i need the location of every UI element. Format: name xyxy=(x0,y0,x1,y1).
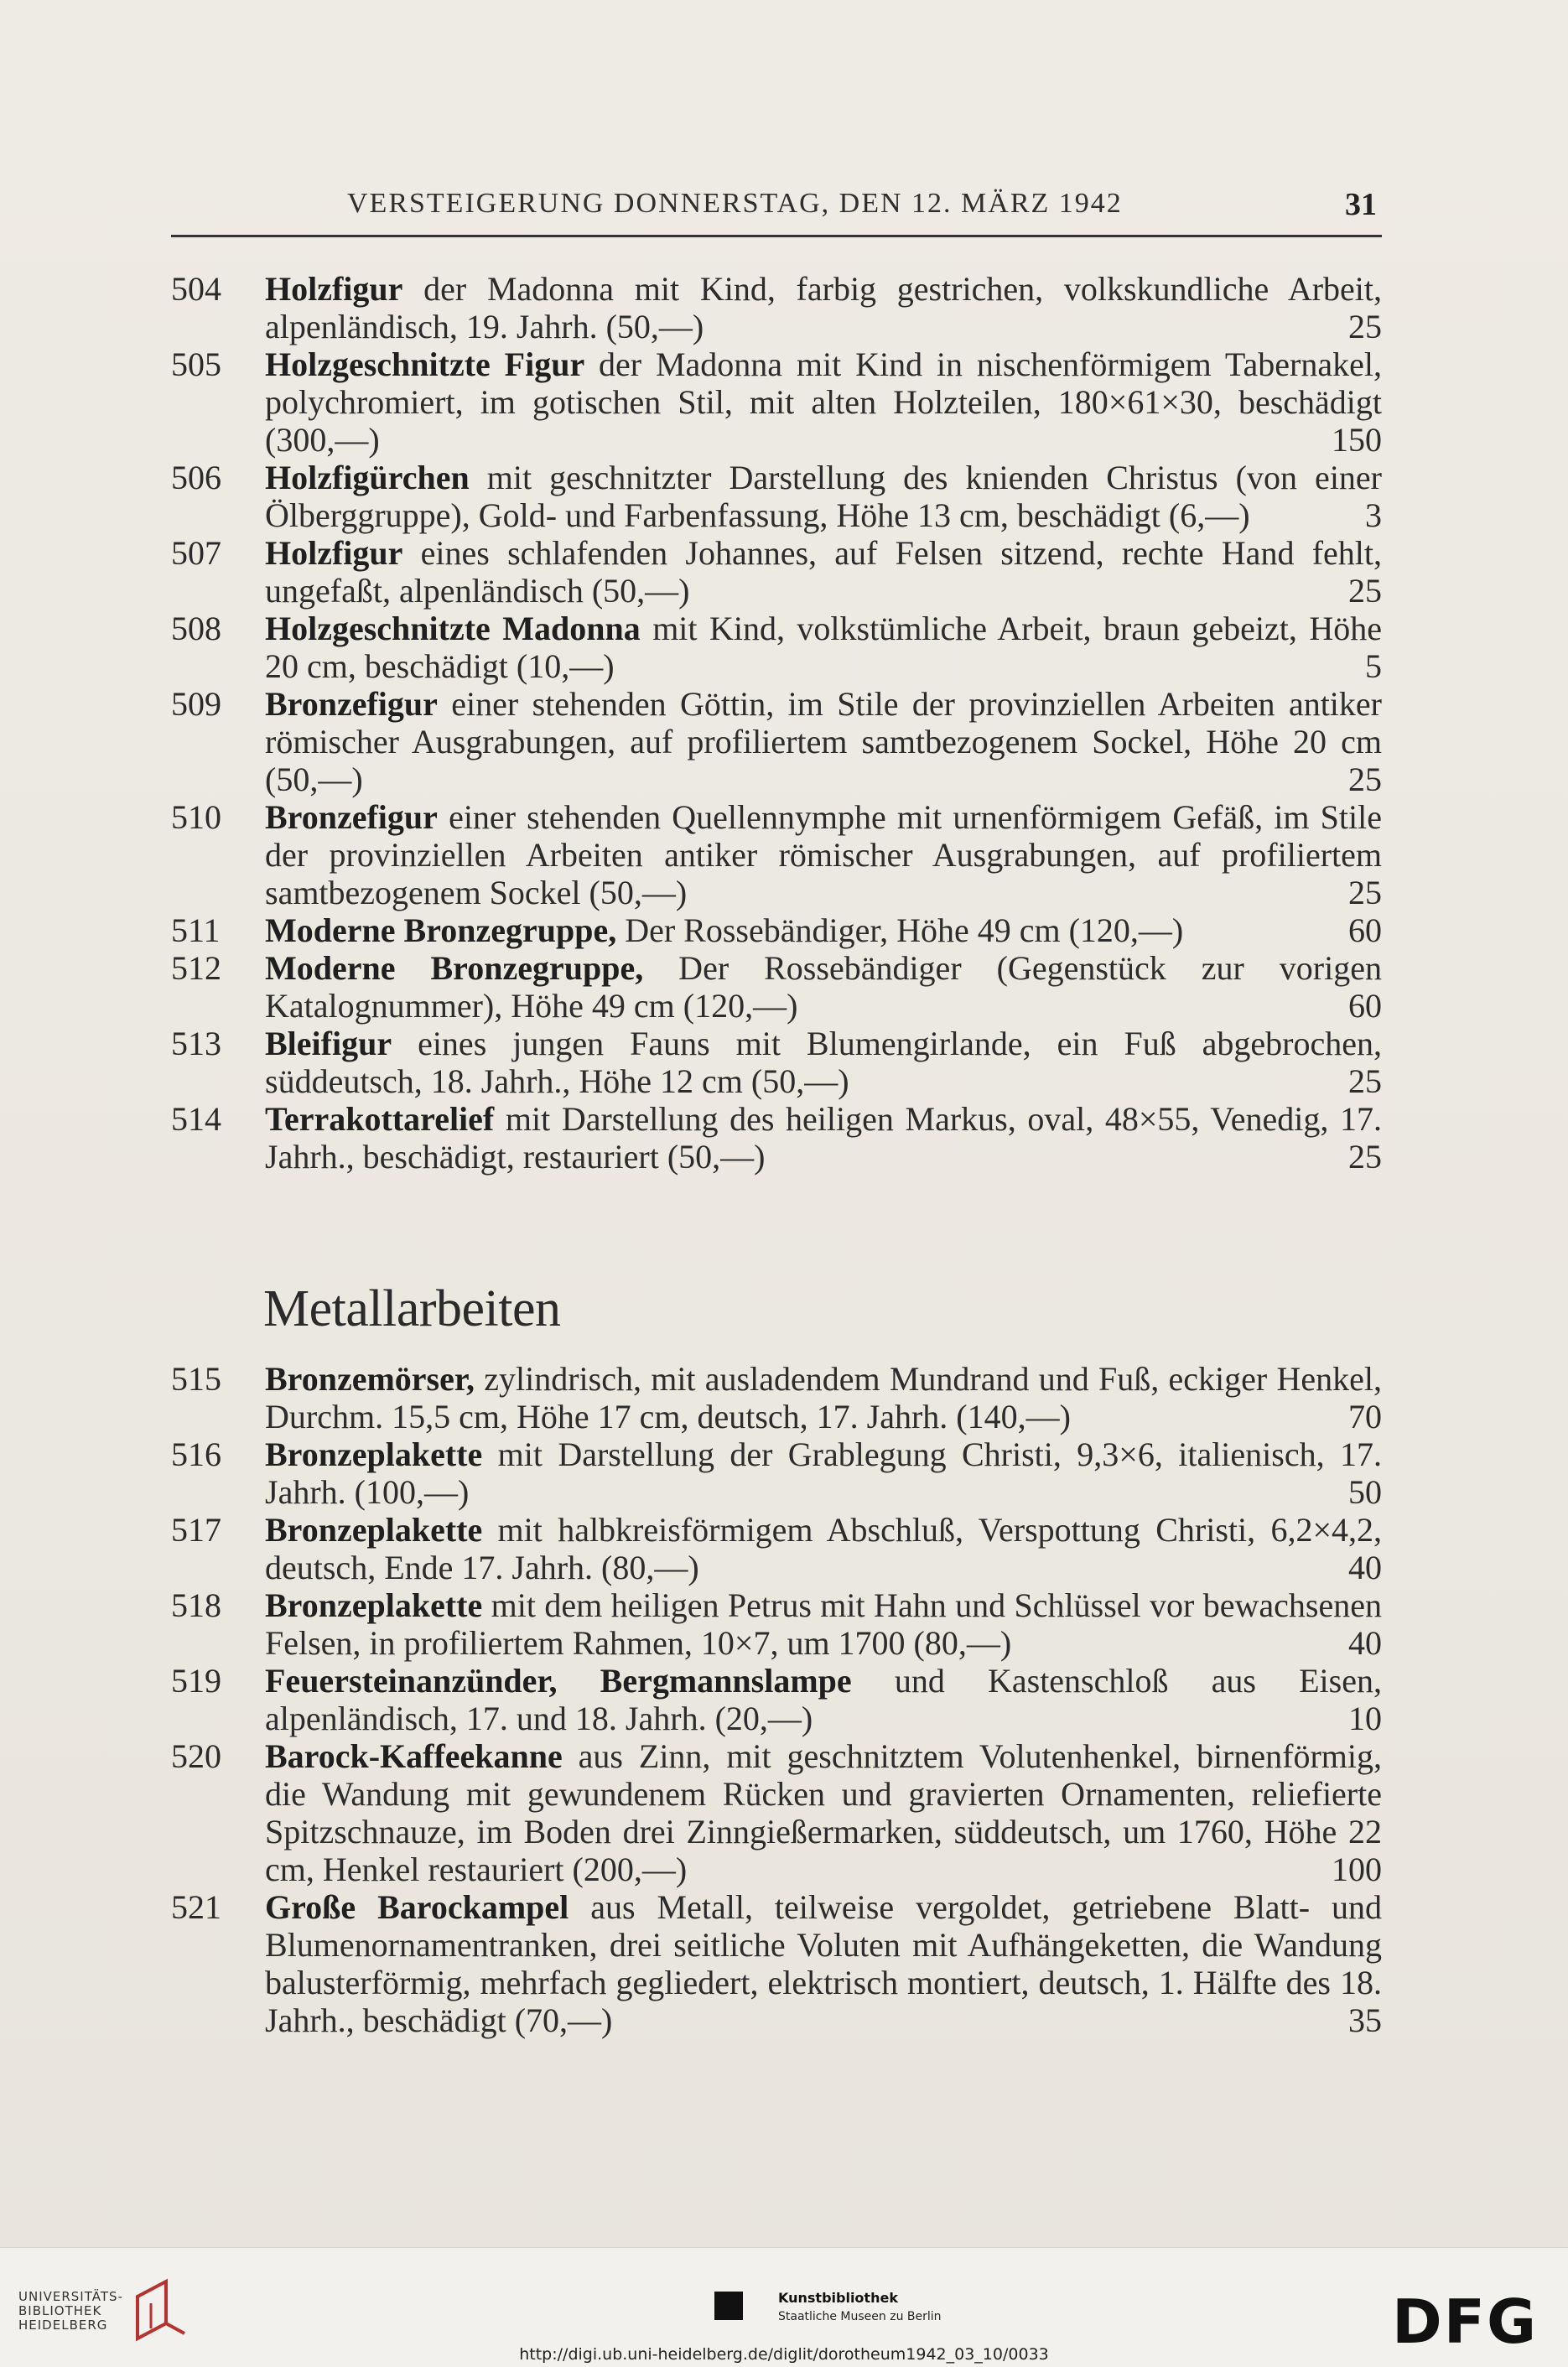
ub-mark-icon xyxy=(132,2278,190,2345)
ub-logo-line: UNIVERSITÄTS- xyxy=(18,2289,123,2304)
lot-description xyxy=(265,798,1382,911)
lot-title: Holzgeschnitzte Madonna xyxy=(265,610,641,647)
dfg-logo[interactable]: DFG xyxy=(1392,2287,1539,2357)
lot-number: 514 xyxy=(171,1100,221,1138)
lot-description xyxy=(265,1435,1382,1511)
lot-number: 509 xyxy=(171,685,221,723)
lot-details: mit halbkreisförmigem Abschluß, Verspottung Christi, 6,2×4,2, deutsch, Ende 17. Jahrh. (80,—) xyxy=(265,1511,1382,1586)
lot-number: 513 xyxy=(171,1025,221,1062)
lot-number: 517 xyxy=(171,1511,221,1549)
lot-description xyxy=(265,1586,1382,1662)
kunstbibliothek-square-icon xyxy=(714,2292,743,2320)
catalog-entry xyxy=(171,1025,1382,1100)
lot-estimate: 70 xyxy=(1348,1398,1382,1435)
permalink-url[interactable]: http://digi.ub.uni-heidelberg.de/diglit/dorotheum1942_03_10/0033 xyxy=(519,2345,1049,2364)
lot-details: Der Rossebändiger, Höhe 49 cm (120,—) xyxy=(616,911,1184,949)
lot-title: Barock-Kaffeekanne xyxy=(265,1737,563,1775)
lot-estimate: 60 xyxy=(1348,911,1382,949)
lot-number: 505 xyxy=(171,345,221,383)
lot-details: einer stehenden Göttin, im Stile der provinziellen Arbeiten antiker römischer Ausgrabungen, auf profiliertem samtbezogenem Sockel, Höhe 20 cm (50,—) xyxy=(265,685,1382,798)
lot-description xyxy=(265,949,1382,1025)
lot-details: und Kastenschloß aus Eisen, alpenländisch, 17. und 18. Jahrh. (20,—) xyxy=(265,1662,1382,1737)
lot-title: Holzgeschnitzte Figur xyxy=(265,345,585,383)
lot-details: eines jungen Fauns mit Blumengirlande, ein Fuß abgebrochen, süddeutsch, 18. Jahrh., Höhe 12 cm (50,—) xyxy=(265,1025,1382,1100)
catalog-entry xyxy=(171,1435,1382,1511)
kunstbibliothek-name: Kunstbibliothek xyxy=(778,2290,898,2306)
lot-title: Bronzefigur xyxy=(265,798,438,836)
lot-details: aus Zinn, mit geschnitztem Volutenhenkel, birnenförmig, die Wandung mit gewundenem Rücken und gravierten Ornamenten, reliefierte Spitzschnauze, im Boden drei Zinngießermarken, süddeutsch, um 1760, Höhe 22 cm, Henkel restauriert (200,—) xyxy=(265,1737,1382,1888)
lot-number: 510 xyxy=(171,798,221,836)
lot-estimate: 25 xyxy=(1348,760,1382,798)
lot-title: Bleifigur xyxy=(265,1025,392,1062)
lot-estimate: 25 xyxy=(1348,572,1382,610)
lot-details: einer stehenden Quellennymphe mit urnenförmigem Gefäß, im Stile der provinziellen Arbeiten antiker römischer Ausgrabungen, auf profiliertem samtbezogenem Sockel (50,—) xyxy=(265,798,1382,911)
catalog-entry xyxy=(171,1511,1382,1586)
lot-estimate: 40 xyxy=(1348,1624,1382,1662)
ub-logo-line: HEIDELBERG xyxy=(18,2318,108,2333)
lot-estimate: 100 xyxy=(1332,1851,1382,1888)
lot-estimate: 50 xyxy=(1348,1473,1382,1511)
lot-details: mit Darstellung der Grablegung Christi, 9,3×6, italienisch, 17. Jahrh. (100,—) xyxy=(265,1435,1382,1511)
catalog-entry xyxy=(171,534,1382,610)
lot-description xyxy=(265,1511,1382,1586)
lot-description xyxy=(265,1888,1382,2039)
lot-details: der Madonna mit Kind, farbig gestrichen, volkskundliche Arbeit, alpenländisch, 19. Jahrh. (50,—) xyxy=(265,270,1382,345)
lot-description xyxy=(265,610,1382,685)
catalog-entry xyxy=(171,1662,1382,1737)
lot-estimate: 3 xyxy=(1365,496,1382,534)
lot-number: 504 xyxy=(171,270,221,308)
page-number: 31 xyxy=(1345,187,1377,222)
lot-number: 506 xyxy=(171,459,221,496)
lot-description xyxy=(265,1360,1382,1435)
ub-heidelberg-logo[interactable] xyxy=(18,2290,123,2333)
lot-title: Feuersteinanzünder, Bergmannslampe xyxy=(265,1662,852,1700)
section-heading: Metallarbeiten xyxy=(263,1280,561,1337)
catalog-entry xyxy=(171,1888,1382,2039)
lot-description xyxy=(265,270,1382,345)
lot-estimate: 40 xyxy=(1348,1549,1382,1586)
lot-number: 511 xyxy=(171,911,221,949)
lot-estimate: 25 xyxy=(1348,1062,1382,1100)
catalog-entry xyxy=(171,270,1382,345)
lot-estimate: 60 xyxy=(1348,987,1382,1025)
running-header xyxy=(171,183,1382,237)
lot-number: 515 xyxy=(171,1360,221,1398)
lot-number: 519 xyxy=(171,1662,221,1700)
lot-details: mit dem heiligen Petrus mit Hahn und Schlüssel vor bewachsenen Felsen, in profiliertem Rahmen, 10×7, um 1700 (80,—) xyxy=(265,1586,1382,1662)
lot-estimate: 150 xyxy=(1332,421,1382,459)
lot-number: 521 xyxy=(171,1888,221,1926)
lot-estimate: 25 xyxy=(1348,308,1382,345)
lot-details: aus Metall, teilweise vergoldet, getriebene Blatt- und Blumenornamentranken, drei seitliche Voluten mit Aufhängeketten, die Wandung balusterförmig, mehrfach gegliedert, elektrisch montiert, deutsch, 1. Hälfte des 18. Jahrh., beschädigt (70,—) xyxy=(265,1888,1382,2039)
lot-details: mit geschnitzter Darstellung des knienden Christus (von einer Ölberggruppe), Gold- und Farbenfassung, Höhe 13 cm, beschädigt (6,—) xyxy=(265,459,1382,534)
lot-description xyxy=(265,345,1382,459)
lot-title: Bronzeplakette xyxy=(265,1586,483,1624)
lot-title: Holzfigur xyxy=(265,534,403,572)
lot-details: mit Darstellung des heiligen Markus, oval, 48×55, Venedig, 17. Jahrh., beschädigt, restauriert (50,—) xyxy=(265,1100,1382,1176)
header-title: VERSTEIGERUNG DONNERSTAG, DEN 12. MÄRZ 1942 xyxy=(347,188,1123,219)
lot-description xyxy=(265,1662,1382,1737)
lot-details: mit Kind, volkstümliche Arbeit, braun gebeizt, Höhe 20 cm, beschädigt (10,—) xyxy=(265,610,1382,685)
lot-estimate: 25 xyxy=(1348,874,1382,911)
lot-number: 508 xyxy=(171,610,221,647)
lot-title: Bronzefigur xyxy=(265,685,438,723)
lot-estimate: 10 xyxy=(1348,1700,1382,1737)
catalog-entry xyxy=(171,911,1382,949)
catalog-entry xyxy=(171,345,1382,459)
kunstbibliothek-subtitle: Staatliche Museen zu Berlin xyxy=(778,2310,942,2323)
ub-logo-line: BIBLIOTHEK xyxy=(18,2303,102,2318)
lot-description xyxy=(265,685,1382,798)
catalog-entry xyxy=(171,798,1382,911)
footer-bar xyxy=(0,2247,1568,2367)
lot-description xyxy=(265,911,1382,949)
lot-title: Moderne Bronzegruppe, xyxy=(265,911,617,949)
lot-title: Große Barockampel xyxy=(265,1888,569,1926)
catalog-entries-metal xyxy=(171,1360,1382,2039)
lot-title: Holzfigur xyxy=(265,270,403,308)
catalog-entry xyxy=(171,610,1382,685)
lot-description xyxy=(265,534,1382,610)
lot-details: eines schlafenden Johannes, auf Felsen sitzend, rechte Hand fehlt, ungefaßt, alpenländisch (50,—) xyxy=(265,534,1382,610)
lot-number: 512 xyxy=(171,949,221,987)
lot-description xyxy=(265,1737,1382,1888)
lot-number: 520 xyxy=(171,1737,221,1775)
catalog-entry xyxy=(171,685,1382,798)
lot-title: Bronzemörser, xyxy=(265,1360,475,1398)
catalog-entry xyxy=(171,459,1382,534)
lot-description xyxy=(265,1100,1382,1176)
catalog-entry xyxy=(171,1360,1382,1435)
lot-details: zylindrisch, mit ausladendem Mundrand und Fuß, eckiger Henkel, Durchm. 15,5 cm, Höhe 17 cm, deutsch, 17. Jahrh. (140,—) xyxy=(265,1360,1382,1435)
catalog-entry xyxy=(171,949,1382,1025)
lot-title: Moderne Bronzegruppe, xyxy=(265,949,644,987)
lot-title: Terrakottarelief xyxy=(265,1100,495,1138)
lot-description xyxy=(265,459,1382,534)
lot-description xyxy=(265,1025,1382,1100)
lot-estimate: 35 xyxy=(1348,2001,1382,2039)
lot-title: Bronzeplakette xyxy=(265,1435,483,1473)
lot-number: 507 xyxy=(171,534,221,572)
lot-estimate: 5 xyxy=(1365,647,1382,685)
lot-number: 516 xyxy=(171,1435,221,1473)
catalog-entry xyxy=(171,1586,1382,1662)
lot-title: Bronzeplakette xyxy=(265,1511,483,1549)
catalog-entries-sculpture xyxy=(171,270,1382,1176)
lot-estimate: 25 xyxy=(1348,1138,1382,1176)
lot-details: der Madonna mit Kind in nischenförmigem Tabernakel, polychromiert, im gotischen Stil, mit alten Holzteilen, 180×61×30, beschädigt (300,—) xyxy=(265,345,1382,459)
catalog-entry xyxy=(171,1737,1382,1888)
lot-number: 518 xyxy=(171,1586,221,1624)
lot-details: Der Rossebändiger (Gegenstück zur vorigen Katalognummer), Höhe 49 cm (120,—) xyxy=(265,949,1382,1025)
lot-title: Holzfigürchen xyxy=(265,459,470,496)
catalog-entry xyxy=(171,1100,1382,1176)
